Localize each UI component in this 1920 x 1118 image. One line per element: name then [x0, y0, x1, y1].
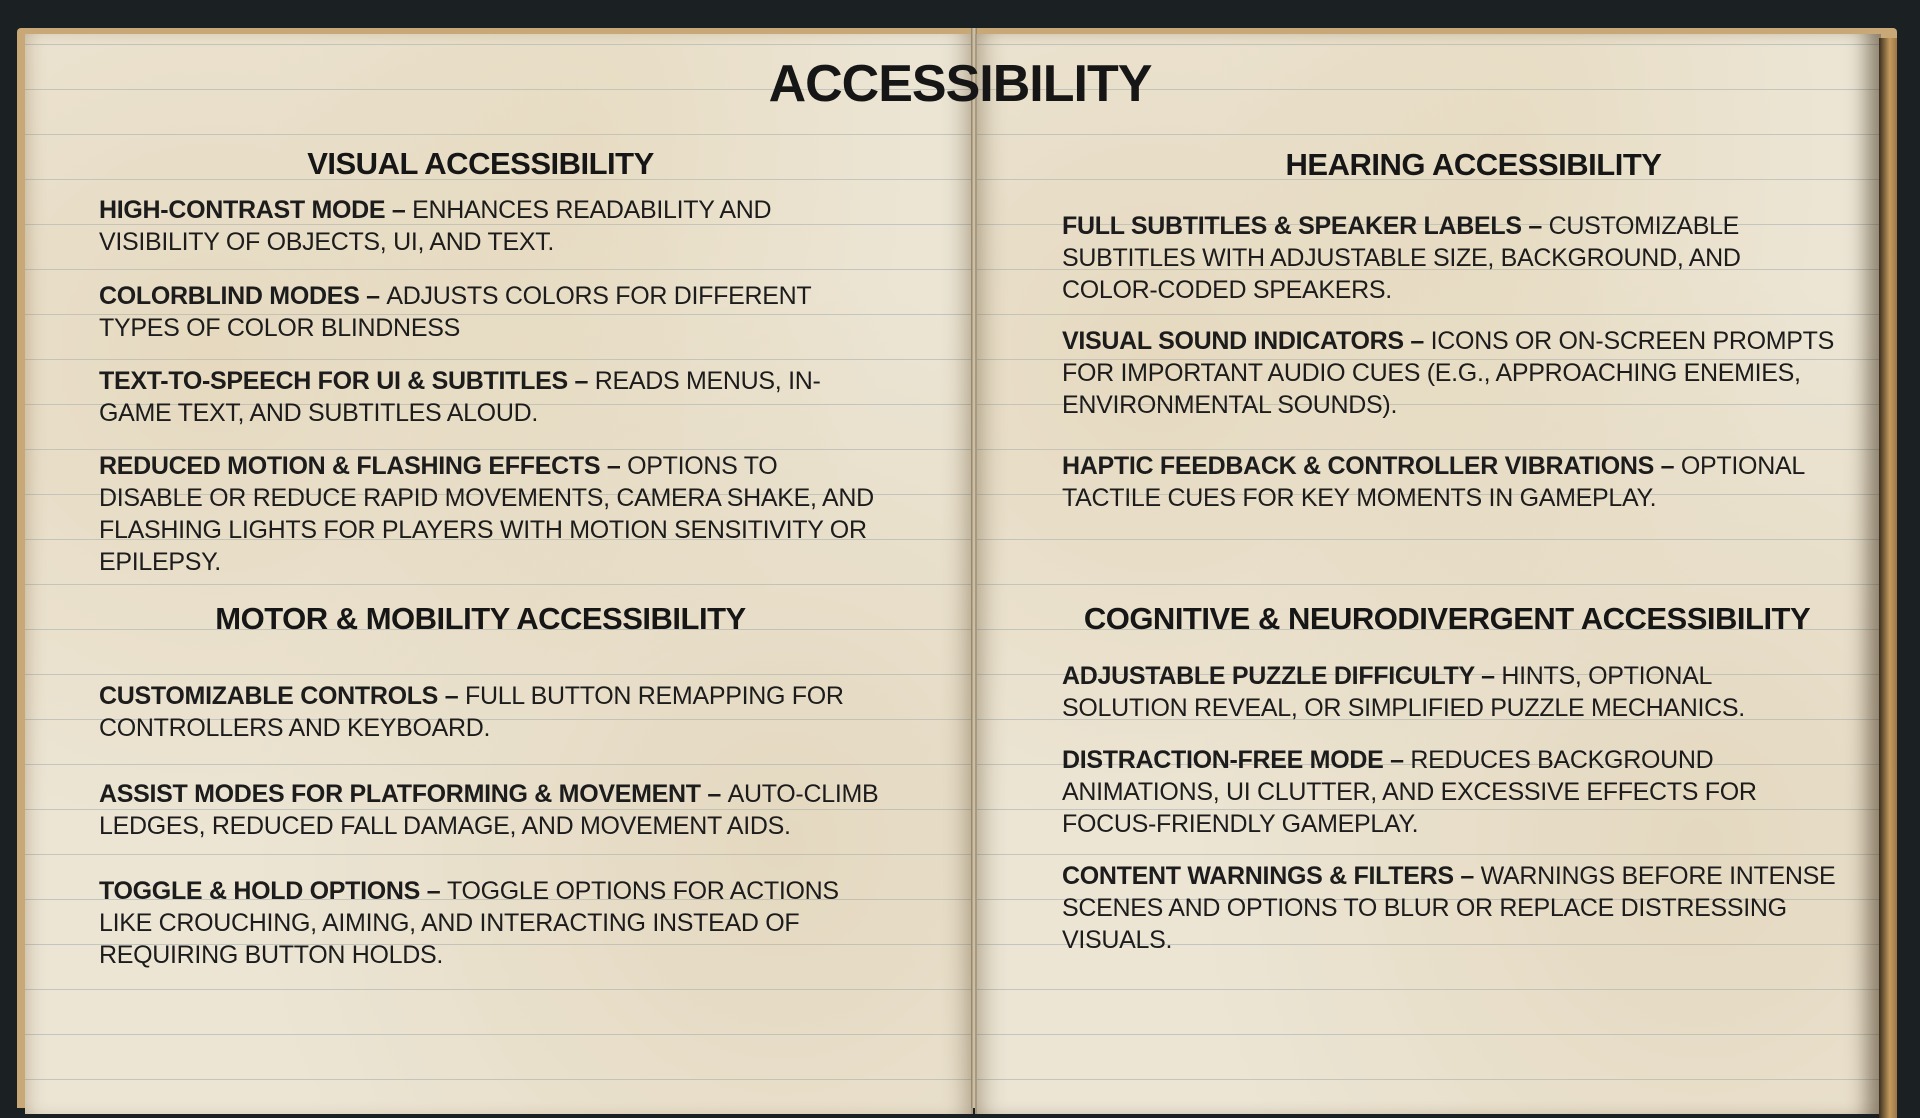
- entry-separator: –: [1474, 662, 1502, 690]
- entry-separator: –: [438, 682, 465, 710]
- entry-term: ASSIST MODES FOR PLATFORMING & MOVEMENT: [99, 780, 701, 808]
- entry-term: REDUCED MOTION & FLASHING EFFECTS: [99, 452, 601, 480]
- entry-description: WARNINGS BEFORE INTENSE SCENES AND OPTIONS TO BLUR OR REPLACE DISTRESSING VISUALS.: [1062, 862, 1836, 954]
- hearing-heading: HEARING ACCESSIBILITY: [1285, 147, 1662, 182]
- entry-separator: –: [1453, 862, 1481, 890]
- entry-term: COLORBLIND MODES: [99, 282, 360, 310]
- entry-separator: –: [359, 282, 387, 310]
- entry-description: ADJUSTS COLORS FOR DIFFERENT TYPES OF COLOR BLINDNESS: [99, 282, 811, 342]
- entry-separator: –: [1383, 746, 1411, 774]
- hearing-item-subtitles: [1062, 210, 1842, 306]
- entry-description: FULL BUTTON REMAPPING FOR CONTROLLERS AND KEYBOARD.: [99, 682, 844, 742]
- motor-heading: MOTOR & MOBILITY ACCESSIBILITY: [215, 601, 746, 636]
- entry-separator: –: [567, 367, 595, 395]
- entry-term: CONTENT WARNINGS & FILTERS: [1062, 862, 1454, 890]
- entry-description: CUSTOMIZABLE SUBTITLES WITH ADJUSTABLE SIZE, BACKGROUND, AND COLOR-CODED SPEAKERS.: [1062, 212, 1741, 304]
- entry-description: REDUCES BACKGROUND ANIMATIONS, UI CLUTTER, AND EXCESSIVE EFFECTS FOR FOCUS-FRIENDLY GAMEPLAY.: [1062, 746, 1757, 838]
- visual-item-tts: [99, 365, 879, 429]
- entry-separator: –: [385, 196, 413, 224]
- entry-description: AUTO-CLIMB LEDGES, REDUCED FALL DAMAGE, AND MOVEMENT AIDS.: [99, 780, 879, 840]
- cognitive-item-content-warnings: [1062, 860, 1842, 956]
- entry-term: DISTRACTION-FREE MODE: [1062, 746, 1384, 774]
- cognitive-item-puzzle: [1062, 660, 1842, 724]
- visual-item-high-contrast: [99, 194, 879, 258]
- cognitive-heading: COGNITIVE & NEURODIVERGENT ACCESSIBILITY: [1083, 601, 1811, 636]
- entry-separator: –: [1403, 327, 1431, 355]
- entry-term: FULL SUBTITLES & SPEAKER LABELS: [1062, 212, 1522, 240]
- entry-term: TEXT-TO-SPEECH FOR UI & SUBTITLES: [99, 367, 568, 395]
- entry-description: TOGGLE OPTIONS FOR ACTIONS LIKE CROUCHING, AIMING, AND INTERACTING INSTEAD OF REQUIRING BUTTON HOLDS.: [99, 877, 839, 969]
- page-title: ACCESSIBILITY: [768, 55, 1152, 113]
- entry-separator: –: [600, 452, 628, 480]
- entry-term: HIGH-CONTRAST MODE: [99, 196, 386, 224]
- entry-term: ADJUSTABLE PUZZLE DIFFICULTY: [1062, 662, 1475, 690]
- visual-item-reduced-motion: [99, 450, 879, 578]
- entry-separator: –: [700, 780, 728, 808]
- visual-item-colorblind: [99, 280, 879, 344]
- entry-separator: –: [1521, 212, 1549, 240]
- motor-item-controls: [99, 680, 879, 744]
- cognitive-item-distraction-free: [1062, 744, 1842, 840]
- entry-term: TOGGLE & HOLD OPTIONS: [99, 877, 421, 905]
- entry-description: ENHANCES READABILITY AND VISIBILITY OF OBJECTS, UI, AND TEXT.: [99, 196, 772, 256]
- entry-separator: –: [1654, 452, 1681, 480]
- entry-term: HAPTIC FEEDBACK & CONTROLLER VIBRATIONS: [1062, 452, 1654, 480]
- hearing-item-haptic: [1062, 450, 1842, 514]
- motor-item-assist: [99, 778, 879, 842]
- entry-description: ICONS OR ON-SCREEN PROMPTS FOR IMPORTANT AUDIO CUES (E.G., APPROACHING ENEMIES, ENVIRONMENTAL SOUNDS).: [1062, 327, 1835, 419]
- entry-description: HINTS, OPTIONAL SOLUTION REVEAL, OR SIMPLIFIED PUZZLE MECHANICS.: [1062, 662, 1745, 722]
- book-edge: [1879, 38, 1897, 1118]
- entry-description: OPTIONS TO DISABLE OR REDUCE RAPID MOVEMENTS, CAMERA SHAKE, AND FLASHING LIGHTS FOR PLAYERS WITH MOTION SENSITIVITY OR EPILEPSY.: [99, 452, 874, 576]
- entry-separator: –: [420, 877, 447, 905]
- entry-description: OPTIONAL TACTILE CUES FOR KEY MOMENTS IN GAMEPLAY.: [1062, 452, 1804, 512]
- hearing-item-visual-sound: [1062, 325, 1842, 421]
- entry-term: VISUAL SOUND INDICATORS: [1062, 327, 1404, 355]
- entry-description: READS MENUS, IN-GAME TEXT, AND SUBTITLES ALOUD.: [99, 367, 821, 427]
- entry-term: CUSTOMIZABLE CONTROLS: [99, 682, 439, 710]
- visual-heading: VISUAL ACCESSIBILITY: [307, 146, 654, 181]
- motor-item-toggle: [99, 875, 879, 971]
